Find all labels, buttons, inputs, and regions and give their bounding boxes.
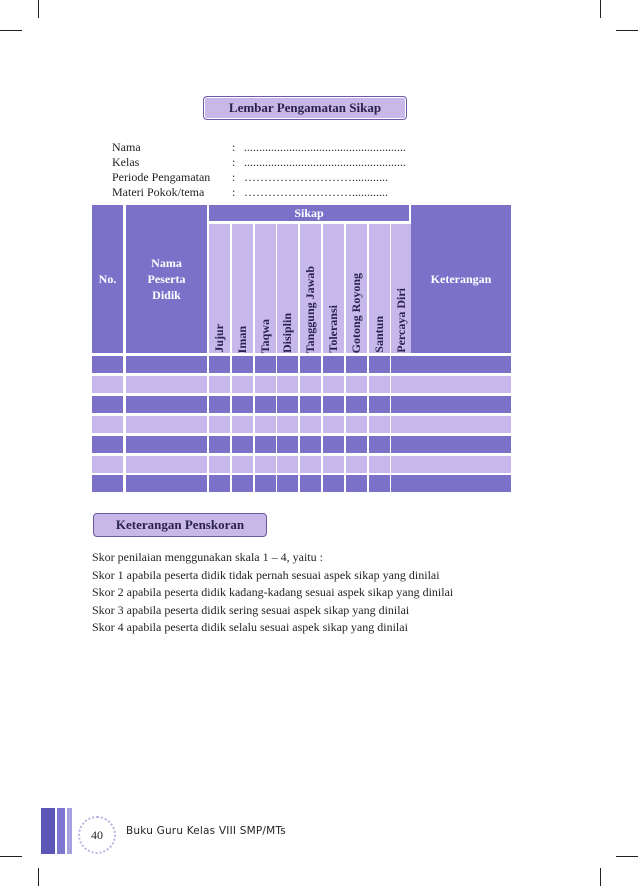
table-cell (346, 396, 367, 413)
crop-mark (600, 868, 601, 886)
table-cell (209, 416, 230, 433)
table-cell (126, 416, 207, 433)
info-colon: : (232, 155, 236, 169)
info-row (112, 170, 406, 185)
table-cell (300, 376, 321, 393)
info-value: ...................................................... (244, 155, 406, 169)
table-cell (277, 475, 298, 492)
table-cell (323, 396, 344, 413)
student-info (112, 140, 406, 200)
info-row (112, 185, 406, 200)
table-cell (369, 356, 390, 373)
info-row (112, 155, 406, 170)
table-cell (391, 396, 412, 413)
table-cell (277, 436, 298, 453)
table-cell (92, 356, 123, 373)
table-cell (346, 416, 367, 433)
table-cell (391, 475, 412, 492)
table-cell (300, 436, 321, 453)
table-cell (346, 475, 367, 492)
table-cell (391, 376, 412, 393)
table-cell (232, 396, 253, 413)
info-value: ...................................................... (244, 140, 406, 154)
table-cell (277, 396, 298, 413)
table-cell (300, 356, 321, 373)
table-cell (232, 475, 253, 492)
observation-table (92, 205, 511, 495)
info-colon: : (232, 185, 236, 199)
table-cell (209, 475, 230, 492)
info-label: Periode Pengamatan (112, 170, 211, 184)
table-cell (323, 456, 344, 473)
table-cell (277, 456, 298, 473)
table-cell (369, 456, 390, 473)
table-cell (411, 416, 511, 433)
table-cell (323, 475, 344, 492)
header-sikap-item (323, 224, 344, 353)
sikap-label: Gotong Royong (348, 272, 363, 353)
table-cell (346, 456, 367, 473)
header-sikap-item (369, 224, 390, 353)
table-cell (92, 376, 123, 393)
table-cell (300, 396, 321, 413)
table-cell (209, 396, 230, 413)
sikap-label: Tanggung Jawab (303, 265, 318, 353)
table-cell (346, 376, 367, 393)
table-cell (255, 456, 276, 473)
table-cell (369, 396, 390, 413)
table-cell (92, 416, 123, 433)
table-cell (277, 356, 298, 373)
table-cell (92, 456, 123, 473)
table-cell (411, 376, 511, 393)
table-cell (126, 456, 207, 473)
header-keterangan: Keterangan (411, 205, 511, 353)
info-label: Materi Pokok/tema (112, 185, 205, 199)
info-colon: : (232, 140, 236, 154)
header-sikap-item (300, 224, 321, 353)
sikap-label: Jujur (212, 324, 226, 353)
table-cell (369, 475, 390, 492)
scoring-line: Skor 2 apabila peserta didik kadang-kadang sesuai aspek sikap yang dinilai (92, 585, 454, 599)
table-cell (255, 396, 276, 413)
table-cell (369, 376, 390, 393)
header-sikap-item (232, 224, 253, 353)
sikap-label: Percaya Diri (394, 288, 409, 353)
table-cell (391, 416, 412, 433)
table-cell (369, 436, 390, 453)
header-no: No. (92, 205, 123, 353)
table-cell (209, 376, 230, 393)
info-colon: : (232, 170, 236, 184)
table-cell (232, 416, 253, 433)
table-cell (391, 436, 412, 453)
table-cell (300, 475, 321, 492)
header-sikap: Sikap (209, 205, 409, 221)
crop-mark (0, 856, 22, 857)
table-cell (126, 396, 207, 413)
info-value: ………………………............ (244, 185, 388, 199)
footer-decor-bar (67, 808, 72, 854)
table-cell (369, 416, 390, 433)
table-cell (323, 356, 344, 373)
info-row (112, 140, 406, 155)
footer-decor-bar (41, 808, 55, 854)
table-cell (346, 436, 367, 453)
table-cell (411, 356, 511, 373)
table-cell (323, 416, 344, 433)
table-cell (126, 376, 207, 393)
scoring-line: Skor penilaian menggunakan skala 1 – 4, yaitu : (92, 550, 323, 564)
table-cell (346, 356, 367, 373)
crop-mark (600, 0, 601, 18)
table-cell (255, 376, 276, 393)
header-sikap-item (391, 224, 412, 353)
table-cell (323, 376, 344, 393)
table-cell (323, 436, 344, 453)
sikap-label: Taqwa (257, 318, 272, 353)
table-cell (411, 475, 511, 492)
table-cell (300, 416, 321, 433)
table-cell (255, 416, 276, 433)
table-cell (411, 436, 511, 453)
table-cell (391, 356, 412, 373)
table-cell (92, 436, 123, 453)
crop-mark (616, 856, 638, 857)
header-nama: Nama Peserta Didik (126, 205, 207, 353)
table-cell (126, 356, 207, 373)
table-cell (391, 456, 412, 473)
table-cell (255, 436, 276, 453)
table-cell (300, 456, 321, 473)
footer-decor-bar (57, 808, 65, 854)
scoring-line: Skor 4 apabila peserta didik selalu sesuai aspek sikap yang dinilai (92, 620, 408, 634)
table-cell (232, 456, 253, 473)
table-cell (255, 475, 276, 492)
scoring-line: Skor 3 apabila peserta didik sering sesuai aspek sikap yang dinilai (92, 602, 410, 617)
table-cell (92, 396, 123, 413)
header-sikap-item (255, 224, 276, 353)
crop-mark (38, 0, 39, 18)
sikap-label: Toleransi (326, 305, 340, 353)
table-cell (209, 436, 230, 453)
crop-mark (0, 30, 22, 31)
table-cell (232, 376, 253, 393)
info-label: Nama (112, 140, 141, 154)
sikap-label: Disiplin (280, 312, 295, 353)
table-cell (411, 396, 511, 413)
info-label: Kelas (112, 155, 140, 169)
info-value: ………………………............ (244, 170, 388, 184)
sikap-label: Santun (371, 316, 386, 353)
header-sikap-item (346, 224, 367, 353)
table-cell (126, 436, 207, 453)
page-number: 40 (78, 816, 116, 854)
table-cell (277, 376, 298, 393)
table-cell (232, 436, 253, 453)
table-cell (255, 356, 276, 373)
crop-mark (616, 30, 638, 31)
table-cell (209, 456, 230, 473)
scoring-description (92, 549, 453, 637)
header-sikap-item (277, 224, 298, 353)
table-cell (411, 456, 511, 473)
scoring-line: Skor 1 apabila peserta didik tidak pernah sesuai aspek sikap yang dinilai (92, 567, 440, 582)
crop-mark (38, 868, 39, 886)
table-cell (209, 356, 230, 373)
section-title-scoring: Keterangan Penskoran (93, 513, 267, 537)
table-cell (126, 475, 207, 492)
table-cell (232, 356, 253, 373)
page-title: Lembar Pengamatan Sikap (203, 96, 407, 120)
table-cell (92, 475, 123, 492)
footer-book-title: Buku Guru Kelas VIII SMP/MTs (126, 825, 286, 837)
sikap-label: Iman (234, 325, 249, 353)
header-sikap-item (209, 224, 230, 353)
table-cell (277, 416, 298, 433)
